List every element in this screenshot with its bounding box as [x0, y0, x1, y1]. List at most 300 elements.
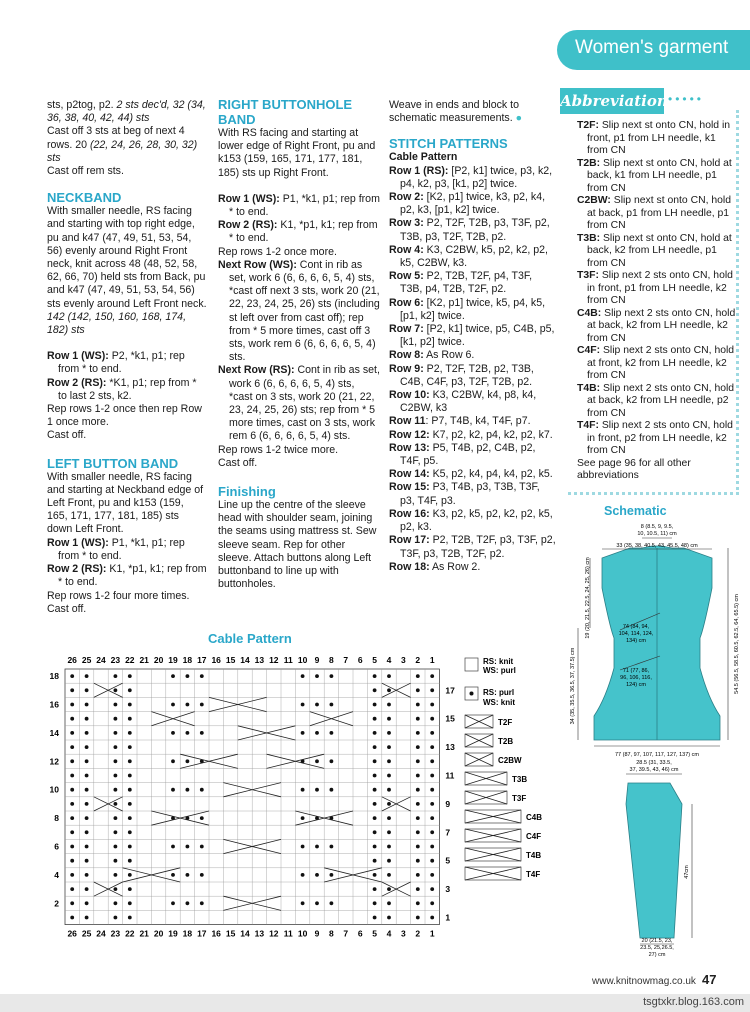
purl-dot [430, 901, 434, 905]
chart-row-number: 9 [445, 798, 451, 809]
schematic-cuff-a: 20 (21.5, 23, [641, 938, 673, 944]
abbreviations-title: Abbreviations [560, 88, 664, 114]
purl-dot [128, 745, 132, 749]
purl-dot [430, 674, 434, 678]
purl-dot [387, 717, 391, 721]
chart-row-number: 3 [445, 884, 451, 895]
sleeve-shape [626, 783, 682, 938]
purl-dot [85, 774, 89, 778]
purl-dot [330, 731, 334, 735]
purl-dot [330, 759, 334, 763]
left-band-rep: Rep rows 1-2 four more times. [47, 589, 190, 602]
purl-dot [128, 759, 132, 763]
schematic-chest1-c: 134) cm [626, 638, 646, 644]
purl-dot [171, 901, 175, 905]
legend-cable-label: C2BW [498, 756, 522, 765]
purl-dot [171, 731, 175, 735]
chart-row-number: 14 [49, 727, 59, 738]
purl-dot [70, 774, 74, 778]
purl-dot [70, 759, 74, 763]
neckband-heading: NECKBAND [47, 190, 122, 206]
purl-dot [416, 901, 420, 905]
page-number: 47 [702, 972, 717, 987]
weave-text: Weave in ends and block to schematic measurements. ● [389, 99, 522, 125]
legend-cable-label: C4B [526, 813, 543, 822]
purl-dot [70, 859, 74, 863]
purl-dot [416, 703, 420, 707]
pattern-rows [389, 165, 557, 574]
chart-col-number: 5 [372, 655, 377, 665]
purl-dot [373, 788, 377, 792]
purl-dot [70, 873, 74, 877]
column-1 [47, 99, 207, 616]
purl-dot [373, 731, 377, 735]
purl-dot [330, 873, 334, 877]
right-band-next-rs: Next Row (RS): Cont in rib as set, work 6 (6, 6, 6, 6, 5, 4) sts, *cast on 3 sts, work 20 (21, 22, 23, 24, 25, 26) sts; rep from * 5 more times, cast on 3 sts, work rem 6 (6, 6, 6, 6, 5, 4) sts. [218, 364, 380, 443]
purl-dot [200, 788, 204, 792]
purl-dot [373, 830, 377, 834]
purl-dot [70, 887, 74, 891]
purl-dot [387, 901, 391, 905]
purl-dot [200, 703, 204, 707]
chart-col-number: 19 [168, 655, 178, 665]
purl-dot [70, 916, 74, 920]
purl-dot [128, 774, 132, 778]
purl-dot [387, 916, 391, 920]
chart-col-number: 3 [401, 655, 406, 665]
chart-row-number: 10 [49, 784, 59, 795]
legend-cable-label: T3B [512, 775, 528, 784]
purl-dot [430, 717, 434, 721]
purl-dot [387, 703, 391, 707]
purl-dot [128, 859, 132, 863]
purl-dot [171, 873, 175, 877]
chart-col-number: 16 [211, 655, 221, 665]
chart-row-number: 18 [49, 671, 59, 682]
chart-col-number: 23 [110, 655, 121, 665]
purl-dot [128, 901, 132, 905]
purl-dot [416, 745, 420, 749]
purl-dot [114, 916, 118, 920]
legend-purl-label-2: WS: knit [483, 698, 515, 707]
pattern-row: Row 11: P7, T4B, k4, T4F, p7. [389, 415, 531, 428]
pattern-row: Row 4: K3, C2BW, k5, p2, k2, p2, k5, C2BW, k3. [389, 243, 548, 270]
chart-col-number: 7 [343, 928, 349, 939]
section-title: Women's garment [575, 37, 729, 58]
purl-dot [430, 703, 434, 707]
purl-dot [186, 788, 190, 792]
purl-dot [85, 731, 89, 735]
purl-dot [70, 731, 74, 735]
purl-dot [387, 688, 391, 692]
chart-col-number: 24 [96, 655, 106, 665]
chart-row-number: 8 [54, 813, 59, 824]
legend-cable-label: T2B [498, 737, 514, 746]
purl-dot [330, 845, 334, 849]
purl-dot [186, 759, 190, 763]
purl-dot [387, 674, 391, 678]
purl-dot [373, 703, 377, 707]
schematic-chest2-b: 96, 106, 116, [620, 675, 652, 681]
purl-dot [301, 703, 305, 707]
schematic-side-label: 34 (35, 35.5, 36.5, 37, 37.5) cm [570, 647, 576, 725]
chart-col-number: 23 [110, 928, 121, 939]
schematic-shoulder-label: 33 (35, 38, 40.5, 43, 45.5, 48) cm [616, 543, 698, 549]
purl-dot [128, 830, 132, 834]
purl-dot [70, 745, 74, 749]
purl-dot [373, 873, 377, 877]
purl-dot [430, 845, 434, 849]
chart-col-number: 25 [81, 655, 92, 665]
purl-dot [85, 873, 89, 877]
watermark-strip [0, 994, 750, 1012]
purl-dot [85, 845, 89, 849]
purl-dot [70, 674, 74, 678]
pattern-row: Row 1 (RS): [P2, k1] twice, p3, k2, p4, k2, p3, [k1, p2] twice. [389, 164, 553, 190]
purl-dot [171, 845, 175, 849]
pattern-row: Row 17: P2, T2B, T2F, p3, T3F, p2, T3F, p3, T2B, T2F, p2. [389, 534, 556, 560]
chart-col-number: 8 [329, 655, 334, 665]
purl-dot [416, 859, 420, 863]
purl-dot [171, 788, 175, 792]
pattern-row: Row 16: K3, p2, k5, p2, k2, p2, k5, p2, k3. [389, 507, 553, 534]
purl-dot [85, 916, 89, 920]
purl-dot [128, 674, 132, 678]
purl-dot [114, 788, 118, 792]
purl-dot [128, 802, 132, 806]
right-band-castoff: Cast off. [218, 456, 258, 469]
purl-dot [128, 816, 132, 820]
purl-dot [200, 901, 204, 905]
purl-dot [85, 717, 89, 721]
chart-col-number: 14 [240, 928, 250, 939]
pattern-row: Row 12: K7, p2, k2, p4, k2, p2, k7. [389, 428, 553, 441]
left-band-castoff: Cast off. [47, 602, 87, 615]
purl-dot [416, 802, 420, 806]
neckband-body: With smaller needle, RS facing and starting with top right edge, pu and k47 (47, 49, 51, 53, 54, 56) evenly around Right Front neck, knit across 48 (48, 52, 58, 62, 66, 70) held sts from Back, pu and k47 (47, 49, 51, 53, 54, 56) sts evenly around Left Front neck. 142 (142, 150, 160, 168, 174, 182) sts [47, 205, 207, 337]
purl-dot [301, 901, 305, 905]
purl-dot [200, 873, 204, 877]
purl-dot [416, 916, 420, 920]
purl-dot [315, 674, 319, 678]
abbreviation-item: C4B: Slip next 2 sts onto CN, hold at back, k2 from LH needle, k2 from CN [577, 307, 736, 344]
chart-col-number: 10 [297, 655, 308, 665]
chart-col-number: 9 [314, 655, 320, 665]
purl-dot [186, 845, 190, 849]
legend-knit-label-2: WS: purl [483, 666, 516, 675]
purl-dot [85, 887, 89, 891]
chart-col-number: 17 [197, 655, 207, 665]
chart-col-number: 12 [269, 928, 279, 939]
purl-dot [114, 703, 118, 707]
intro-text: sts, p2tog, p2. 2 sts dec'd, 32 (34, 36, 38, 40, 42, 44) sts [47, 99, 206, 125]
schematic-sleeve-len: 47cm [684, 865, 690, 879]
neckband-row2: Row 2 (RS): *K1, p1; rep from * to last 2 sts, k2. [47, 376, 197, 402]
purl-dot [171, 703, 175, 707]
column-2 [218, 97, 380, 592]
chart-col-number: 7 [343, 655, 349, 665]
cable-chart [40, 650, 460, 950]
legend-cable-label: T4B [526, 851, 542, 860]
schematic-diagram [560, 518, 750, 958]
legend-cable-label: T3F [512, 794, 527, 803]
schematic-sleeve-top-a: 28.5 (31, 33.5, [636, 760, 672, 766]
chart-col-number: 4 [386, 928, 392, 939]
purl-dot [186, 873, 190, 877]
purl-dot [70, 901, 74, 905]
purl-dot [315, 901, 319, 905]
purl-dot [85, 901, 89, 905]
purl-dot [70, 717, 74, 721]
abbreviation-item: T4B: Slip next 2 sts onto CN, hold at back, k2 from LH needle, p2 from CN [577, 382, 735, 419]
purl-dot [85, 859, 89, 863]
purl-dot [200, 816, 204, 820]
purl-dot [373, 759, 377, 763]
pattern-row: Row 9: P2, T2F, T2B, p2, T3B, C4B, C4F, p3, T2F, T2B, p2. [389, 362, 534, 388]
chart-col-number: 11 [283, 655, 293, 665]
purl-dot [387, 759, 391, 763]
purl-dot [70, 845, 74, 849]
purl-dot [85, 703, 89, 707]
chart-col-number: 12 [269, 655, 279, 665]
chart-row-number: 15 [445, 713, 455, 724]
purl-dot [416, 845, 420, 849]
chart-col-number: 22 [125, 928, 135, 939]
cable-chart-title: Cable Pattern [208, 631, 292, 646]
purl-dot [70, 688, 74, 692]
chart-col-number: 18 [182, 928, 193, 939]
purl-dot [373, 901, 377, 905]
chart-row-number: 12 [49, 756, 59, 767]
purl-dot [430, 745, 434, 749]
purl-dot [430, 759, 434, 763]
purl-dot [171, 759, 175, 763]
decorative-dots: ••••• [668, 92, 705, 106]
purl-dot [387, 788, 391, 792]
chart-col-number: 15 [225, 655, 236, 665]
abbreviation-item: T3B: Slip next st onto CN, hold at back, k2 from LH needle, p1 from CN [577, 232, 732, 269]
left-band-row2: Row 2 (RS): K1, *p1, k1; rep from * to end. [47, 563, 207, 589]
purl-dot [70, 816, 74, 820]
abbreviation-item: C4F: Slip next 2 sts onto CN, hold at front, k2 from LH needle, k2 from CN [577, 345, 735, 381]
purl-dot [416, 731, 420, 735]
chart-col-number: 15 [225, 928, 236, 939]
neckband-rep: Rep rows 1-2 once then rep Row 1 once more. [47, 403, 202, 429]
schematic-cuff-b: 23.5, 25,26.5, [640, 945, 674, 951]
purl-dot [128, 845, 132, 849]
purl-dot [430, 802, 434, 806]
chart-col-number: 14 [240, 655, 250, 665]
purl-dot [315, 759, 319, 763]
chart-col-number: 18 [182, 655, 193, 665]
purl-dot [114, 745, 118, 749]
abbreviation-item: T2B: Slip next st onto CN, hold at back, k1 from LH needle, p1 from CN [577, 157, 732, 194]
purl-dot [330, 788, 334, 792]
purl-dot [186, 703, 190, 707]
purl-dot [387, 873, 391, 877]
abbreviation-item: T3F: Slip next 2 sts onto CN, hold in front, p1 from LH needle, k2 from CN [577, 270, 733, 306]
purl-dot [301, 845, 305, 849]
schematic-chest1-a: 74 (84, 94, [622, 624, 650, 630]
purl-dot [301, 731, 305, 735]
chart-row-number: 4 [54, 869, 59, 880]
watermark-text: tsgtxkr.blog.163.com [643, 996, 744, 1008]
purl-dot [430, 830, 434, 834]
chart-row-number: 16 [49, 699, 59, 710]
chart-col-number: 25 [81, 928, 92, 939]
purl-dot [416, 717, 420, 721]
right-band-next-ws: Next Row (WS): Cont in rib as set, work 6 (6, 6, 6, 6, 5, 4) sts, *cast off next 3 sts, work 20 (21, 22, 23, 24, 25, 26) sts (including st left over from cast off); rep from * 5 more times, cast off 3 sts, work rem 6 (6, 6, 6, 6, 5, 4) sts. [218, 258, 380, 364]
purl-dot [114, 887, 118, 891]
chart-col-number: 17 [197, 928, 207, 939]
purl-dot [373, 816, 377, 820]
purl-dot [114, 759, 118, 763]
schematic-hem-label: 77 (87, 97, 107, 117, 127, 137) cm [615, 752, 699, 758]
abbreviations-list [577, 120, 737, 483]
purl-dot [330, 703, 334, 707]
purl-dot [114, 873, 118, 877]
pattern-row: Row 18: As Row 2. [389, 560, 481, 573]
chart-col-number: 24 [96, 928, 106, 939]
neckband-castoff: Cast off. [47, 429, 87, 442]
purl-dot [301, 674, 305, 678]
pattern-row: Row 6: [K2, p1] twice, k5, p4, k5, [p1, k2] twice. [389, 296, 546, 322]
purl-dot [373, 845, 377, 849]
purl-dot [387, 774, 391, 778]
right-band-rep1: Rep rows 1-2 once more. [218, 245, 337, 258]
right-band-row2: Row 2 (RS): K1, *p1, k1; rep from * to end. [218, 219, 378, 245]
purl-dot [114, 674, 118, 678]
see-page-note: See page 96 for all other abbreviations [577, 457, 691, 481]
chart-col-number: 9 [314, 928, 320, 939]
section-banner [557, 30, 750, 70]
chart-row-number: 7 [445, 827, 451, 838]
purl-dot [186, 901, 190, 905]
schematic-length-label: 54.5 (56.5, 58.5, 60.5, 62.5, 64, 65.5) cm [734, 594, 740, 694]
footer-url[interactable]: www.knitnowmag.co.uk [592, 976, 696, 987]
schematic-sleeve-top-b: 37, 39.5, 43, 46) cm [629, 767, 679, 773]
purl-dot [373, 802, 377, 806]
right-band-row1: Row 1 (WS): P1, *k1, p1; rep from * to end. [218, 192, 380, 219]
pattern-row: Row 5: P2, T2B, T2F, p4, T3F, T3B, p4, T2B, T2F, p2. [389, 270, 533, 296]
purl-dot [301, 873, 305, 877]
legend-cable-label: T4F [526, 870, 541, 879]
purl-dot [373, 916, 377, 920]
chart-col-number: 1 [429, 928, 435, 939]
left-band-body: With smaller needle, RS facing and starting at Neckband edge of Left Front, pu and k153 (159, 165, 171, 177, 181, 185) sts down Left Front. [47, 470, 204, 536]
purl-dot [186, 674, 190, 678]
purl-dot [70, 830, 74, 834]
chart-col-number: 10 [297, 928, 308, 939]
purl-dot [315, 731, 319, 735]
purl-dot [430, 731, 434, 735]
purl-dot [430, 816, 434, 820]
legend-knit-label: RS: knit [483, 657, 514, 666]
purl-dot [85, 759, 89, 763]
purl-dot [387, 731, 391, 735]
purl-dot [373, 745, 377, 749]
purl-dot [200, 674, 204, 678]
cable-subheading: Cable Pattern [389, 151, 458, 164]
chart-col-number: 21 [139, 655, 149, 665]
chart-col-number: 2 [415, 928, 421, 939]
chart-row-number: 17 [445, 685, 455, 696]
purl-dot [315, 703, 319, 707]
chart-col-number: 2 [415, 655, 421, 665]
purl-dot [128, 703, 132, 707]
chart-col-number: 26 [67, 928, 77, 939]
purl-dot [430, 788, 434, 792]
pattern-row: Row 2: [K2, p1] twice, k3, p2, k4, p2, k3, [p1, k2] twice. [389, 191, 546, 217]
schematic-cuff-c: 27) cm [648, 952, 666, 958]
right-band-rep2: Rep rows 1-2 twice more. [218, 443, 339, 456]
right-band-heading: RIGHT BUTTONHOLE BAND [218, 97, 353, 127]
abbreviation-item: T4F: Slip next 2 sts onto CN, hold in front, p2 from LH needle, k2 from CN [577, 420, 733, 456]
purl-dot [85, 788, 89, 792]
purl-dot [416, 873, 420, 877]
chart-row-number: 6 [54, 841, 59, 852]
purl-dot [114, 688, 118, 692]
chart-col-number: 13 [254, 655, 265, 665]
purl-dot [387, 802, 391, 806]
chart-col-number: 20 [153, 655, 164, 665]
purl-dot [416, 774, 420, 778]
purl-dot [373, 674, 377, 678]
schematic-chest1-b: 104, 114, 124, [618, 631, 654, 637]
pattern-row: Row 14: K5, p2, k4, p4, k4, p2, k5. [389, 468, 553, 481]
purl-dot [315, 845, 319, 849]
purl-dot [85, 802, 89, 806]
purl-dot [114, 802, 118, 806]
purl-dot [430, 688, 434, 692]
chart-col-number: 20 [153, 928, 164, 939]
neckband-row1: Row 1 (WS): P2, *k1, p1; rep from * to end. [47, 350, 185, 376]
chart-row-number: 5 [445, 855, 451, 866]
schematic-title: Schematic [604, 504, 667, 518]
purl-dot [200, 845, 204, 849]
pattern-row: Row 8: As Row 6. [389, 349, 475, 362]
purl-dot [416, 759, 420, 763]
column-3 [389, 99, 557, 574]
purl-dot [128, 916, 132, 920]
purl-dot [85, 745, 89, 749]
purl-dot [430, 873, 434, 877]
stitch-patterns-heading: STITCH PATTERNS [389, 136, 508, 152]
chart-col-number: 19 [168, 928, 178, 939]
chart-col-number: 5 [372, 928, 377, 939]
pattern-row: Row 13: P5, T4B, p2, C4B, p2, T4F, p5. [389, 441, 536, 468]
purl-dot [114, 901, 118, 905]
purl-dot [315, 788, 319, 792]
pattern-row: Row 3: P2, T2F, T2B, p3, T3F, p2, T3B, p3, T2F, T2B, p2. [389, 217, 550, 243]
purl-dot [114, 731, 118, 735]
purl-dot [416, 830, 420, 834]
legend-cable-label: T2F [498, 718, 513, 727]
chart-col-number: 6 [357, 928, 363, 939]
chart-col-number: 4 [386, 655, 392, 665]
purl-dot [114, 774, 118, 778]
purl-dot [387, 816, 391, 820]
chart-col-number: 26 [67, 655, 77, 665]
chart-row-number: 13 [445, 742, 455, 753]
pattern-row: Row 10: K3, C2BW, k4, p8, k4, C2BW, k3 [389, 389, 537, 415]
purl-dot [430, 859, 434, 863]
schematic-neck-label: 8 (8.5, 9, 9.5, [640, 524, 674, 530]
purl-dot [128, 788, 132, 792]
purl-dot [301, 788, 305, 792]
chart-col-number: 8 [329, 928, 334, 939]
schematic-neck-label-2: 10, 10.5, 11) cm [637, 531, 677, 537]
